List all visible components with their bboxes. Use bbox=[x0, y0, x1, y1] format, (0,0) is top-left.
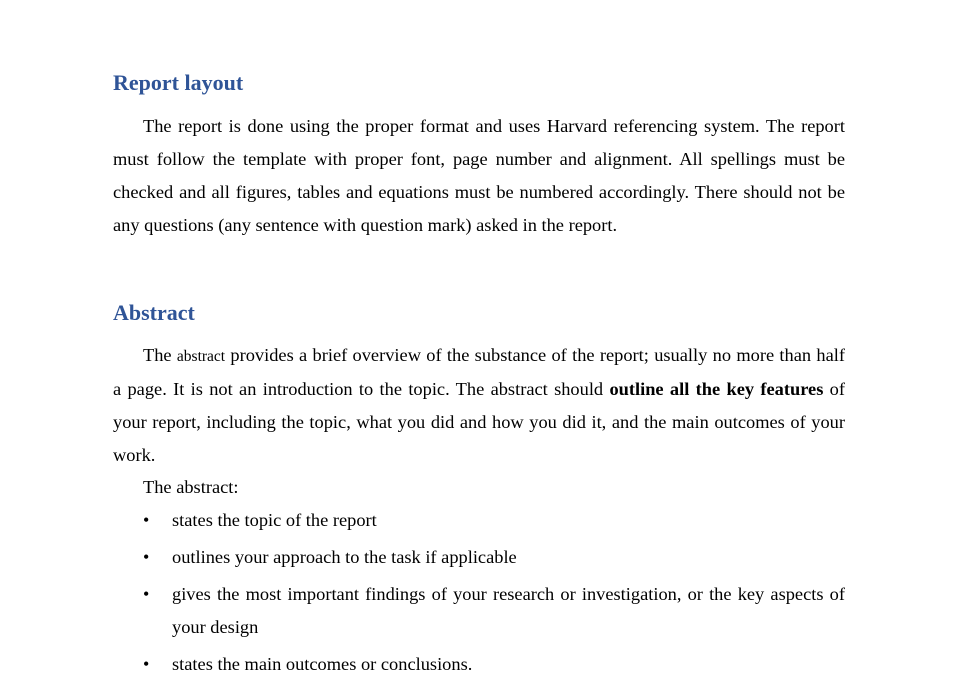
abstract-text-1: The bbox=[143, 345, 177, 365]
bullet-icon: • bbox=[143, 547, 150, 567]
report-layout-paragraph: The report is done using the proper format and uses Harvard referencing system. The report must follow the template with proper font, page number and alignment. All spellings must be checked and all figures, tables and equations must be numbered accordingly. There should not be any questions (any sentence with question mark) asked in the report. bbox=[113, 116, 845, 235]
list-item bbox=[113, 578, 845, 644]
heading-abstract: Abstract bbox=[113, 300, 195, 325]
abstract-text-3: of your report, including the topic, what you did and how you did it, and the main outcomes of your work. bbox=[113, 379, 845, 465]
list-item bbox=[113, 648, 845, 681]
list-item-text: gives the most important findings of your research or investigation, or the key aspects of your design bbox=[172, 584, 845, 637]
abstract-bold-text: outline all the key features bbox=[609, 379, 824, 399]
abstract-text-small: abstract bbox=[176, 348, 226, 365]
abstract-bullet-list bbox=[113, 504, 845, 685]
bullet-icon: • bbox=[143, 510, 150, 530]
list-item bbox=[113, 541, 845, 574]
bullet-icon: • bbox=[143, 584, 150, 604]
list-item-text: states the main outcomes or conclusions. bbox=[172, 654, 473, 674]
abstract-paragraph bbox=[113, 339, 845, 472]
list-item-text: outlines your approach to the task if applicable bbox=[172, 547, 517, 567]
bullet-icon: • bbox=[143, 654, 150, 674]
heading-report-layout: Report layout bbox=[113, 70, 244, 95]
list-item bbox=[113, 504, 845, 537]
list-item-text: states the topic of the report bbox=[172, 510, 377, 530]
abstract-text-2: provides a brief overview of the substance of the report; usually no more than half a page. It is not an introduction to the topic. The abstract should bbox=[113, 345, 845, 399]
abstract-list-intro: The abstract: bbox=[143, 477, 239, 497]
